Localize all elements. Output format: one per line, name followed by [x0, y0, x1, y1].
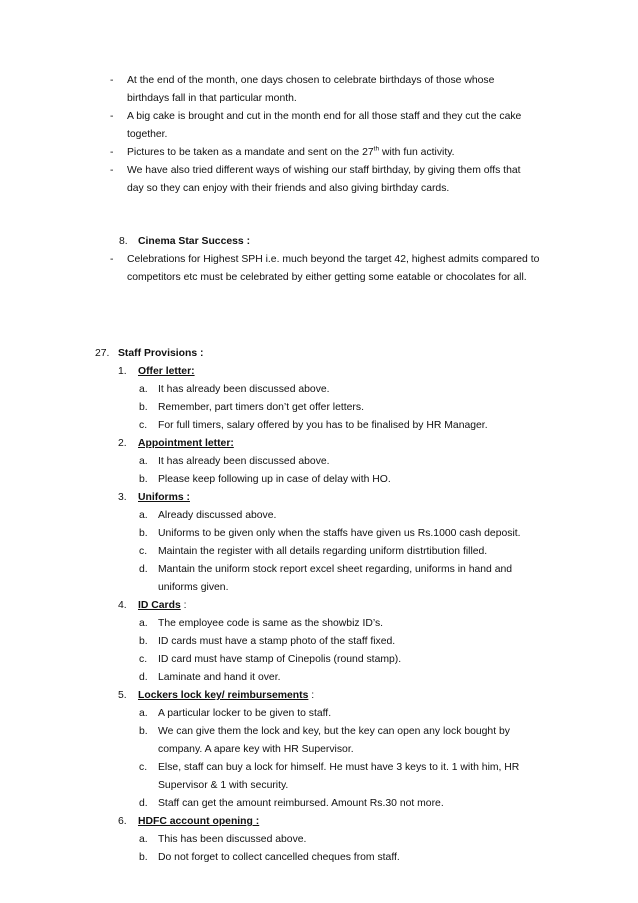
bullet-text [127, 146, 455, 160]
item-title-suffix: : [308, 690, 315, 701]
sub-marker: d. [139, 564, 148, 575]
sub-marker: c. [139, 546, 148, 557]
item-title [138, 815, 259, 829]
item-title [138, 365, 195, 379]
bullet-text: birthdays fall in that particular month. [127, 93, 297, 104]
sub-text: Maintain the register with all details regarding uniform distrtibution filled. [158, 546, 488, 557]
item-title-text: Uniforms : [138, 492, 190, 503]
sub-text: Else, staff can buy a lock for himself. He must have 3 keys to it. 1 with him, HR [158, 762, 520, 773]
sub-marker: a. [139, 834, 148, 845]
sub-text: Mantain the uniform stock report excel sheet regarding, uniforms in hand and [158, 564, 513, 575]
bullet-marker: - [110, 254, 114, 265]
sub-marker: a. [139, 384, 148, 395]
sub-text: It has already been discussed above. [158, 384, 330, 395]
item-number: 5. [118, 690, 127, 701]
sub-text: Laminate and hand it over. [158, 672, 281, 683]
sub-text: We can give them the lock and key, but the key can open any lock bought by [158, 726, 510, 737]
sub-marker: d. [139, 798, 148, 809]
sub-text: Staff can get the amount reimbursed. Amount Rs.30 not more. [158, 798, 444, 809]
section-title: Staff Provisions : [118, 348, 204, 359]
item-title [138, 437, 234, 451]
item-title-text: HDFC account opening : [138, 816, 260, 827]
bullet-text: competitors etc must be celebrated by either getting some eatable or chocolates for all. [127, 272, 527, 283]
item-number: 3. [118, 492, 127, 503]
sub-marker: b. [139, 474, 148, 485]
item-title-text: ID Cards [138, 600, 181, 611]
sub-text: ID card must have stamp of Cinepolis (round stamp). [158, 654, 402, 665]
sub-text: A particular locker to be given to staff. [158, 708, 332, 719]
sub-text: ID cards must have a stamp photo of the staff fixed. [158, 636, 396, 647]
sub-marker: c. [139, 420, 148, 431]
sub-text: It has already been discussed above. [158, 456, 330, 467]
bullet-marker: - [110, 111, 114, 122]
sub-marker: c. [139, 654, 148, 665]
sub-marker: b. [139, 726, 148, 737]
section-title: Cinema Star Success : [138, 236, 251, 247]
sub-marker: b. [139, 636, 148, 647]
sub-marker: b. [139, 528, 148, 539]
sub-text: Remember, part timers don’t get offer letters. [158, 402, 364, 413]
item-number: 6. [118, 816, 127, 827]
sub-marker: a. [139, 510, 148, 521]
sub-marker: a. [139, 618, 148, 629]
bullet-text: We have also tried different ways of wishing our staff birthday, by giving them offs that [127, 165, 521, 176]
sub-marker: a. [139, 708, 148, 719]
sub-text: The employee code is same as the showbiz ID’s. [158, 618, 384, 629]
sub-text: This has been discussed above. [158, 834, 307, 845]
sub-text: For full timers, salary offered by you has to be finalised by HR Manager. [158, 420, 488, 431]
sub-text: Already discussed above. [158, 510, 277, 521]
bullet-text: day so they can enjoy with their friends and also giving birthday cards. [127, 183, 450, 194]
item-title [138, 689, 314, 703]
item-title-text: Offer letter: [138, 366, 195, 377]
item-title [138, 491, 190, 505]
item-number: 2. [118, 438, 127, 449]
item-title-text: Lockers lock key/ reimbursements [138, 690, 309, 701]
bullet-text: A big cake is brought and cut in the month end for all those staff and they cut the cake [127, 111, 522, 122]
sub-marker: d. [139, 672, 148, 683]
bullet-marker: - [110, 165, 114, 176]
sub-text: Do not forget to collect cancelled cheques from staff. [158, 852, 400, 863]
bullet-text: At the end of the month, one days chosen to celebrate birthdays of those whose [127, 75, 495, 86]
item-number: 1. [118, 366, 127, 377]
bullet-marker: - [110, 147, 114, 158]
sub-text: Please keep following up in case of delay with HO. [158, 474, 391, 485]
sub-text: company. A apare key with HR Supervisor. [158, 744, 354, 755]
item-title-suffix: : [180, 600, 187, 611]
sub-marker: b. [139, 852, 148, 863]
bullet-marker: - [110, 75, 114, 86]
sub-marker: a. [139, 456, 148, 467]
bullet-text-pre: Pictures to be taken as a mandate and sent on the 27 [127, 147, 374, 158]
bullet-text: Celebrations for Highest SPH i.e. much beyond the target 42, highest admits compared to [127, 254, 540, 265]
section-number: 27. [95, 348, 110, 359]
bullet-text: together. [127, 129, 168, 140]
sub-text: Uniforms to be given only when the staffs have given us Rs.1000 cash deposit. [158, 528, 521, 539]
section-number: 8. [119, 236, 128, 247]
item-title-text: Appointment letter: [138, 438, 234, 449]
item-number: 4. [118, 600, 127, 611]
bullet-text-post: with fun activity. [379, 147, 455, 158]
sub-marker: b. [139, 402, 148, 413]
sub-marker: c. [139, 762, 148, 773]
sub-text: uniforms given. [158, 582, 229, 593]
sub-text: Supervisor & 1 with security. [158, 780, 289, 791]
item-title [138, 599, 187, 613]
superscript: th [373, 145, 380, 153]
